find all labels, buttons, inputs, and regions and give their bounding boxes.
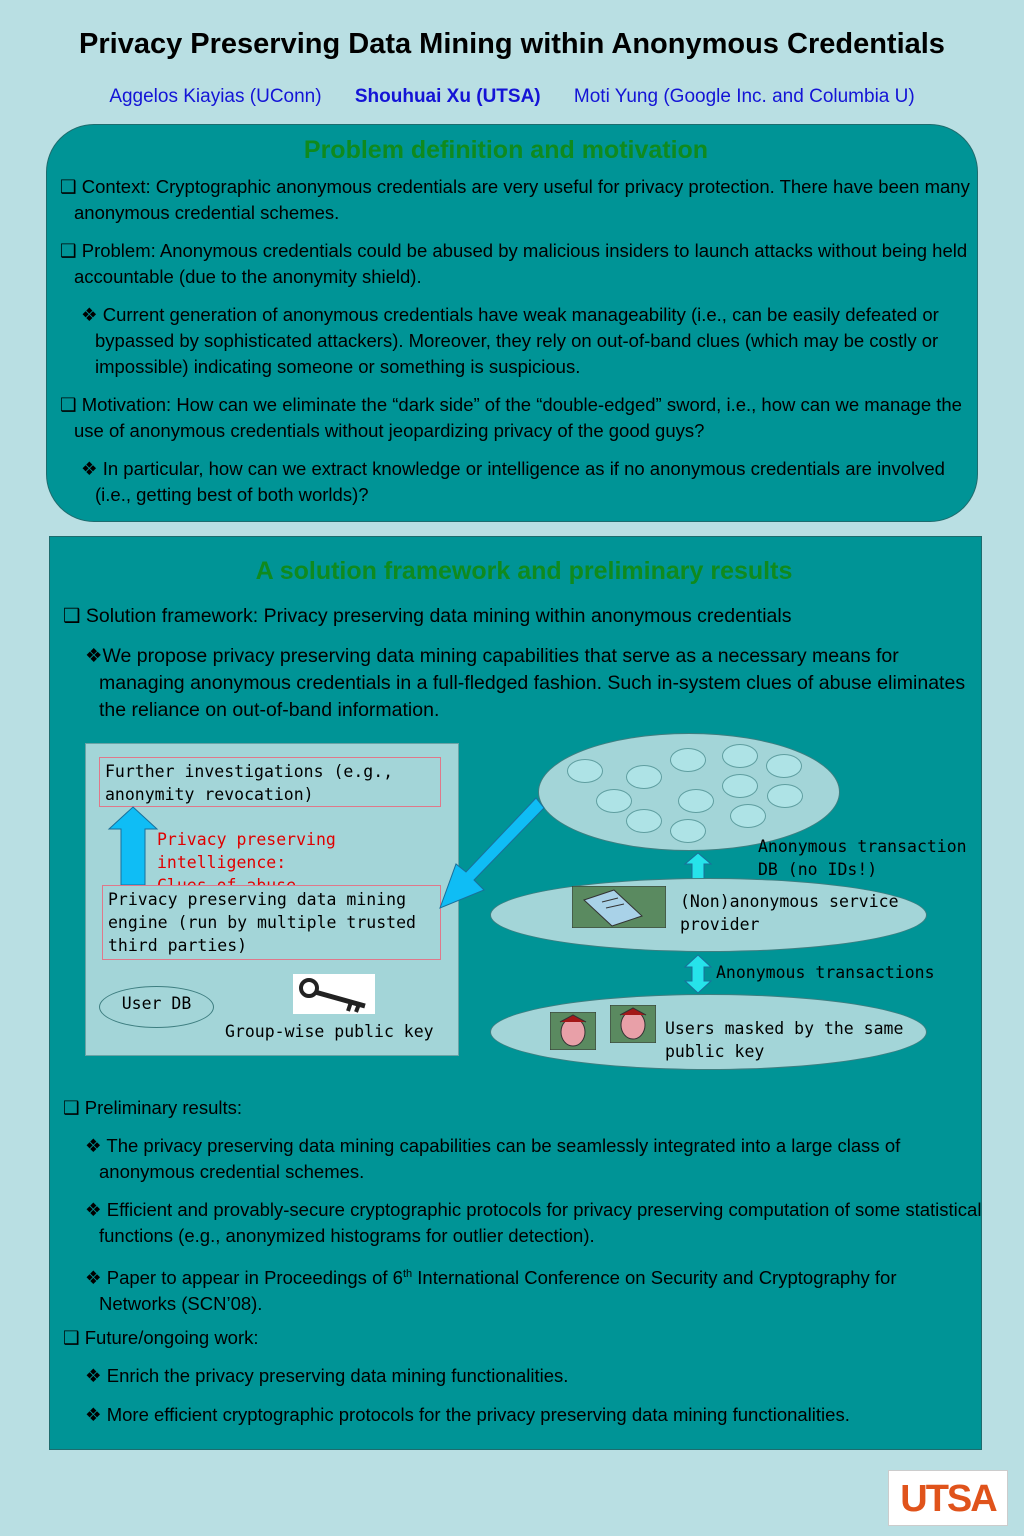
record-dot [730,804,766,828]
document-icon [572,886,666,928]
anonymous-transactions-label: Anonymous transactions [716,963,935,982]
intelligence-line-1: Privacy preserving intelligence: [157,830,336,872]
users-masked-label: Users masked by the same public key [665,1019,904,1061]
service-provider-label: (Non)anonymous service provider [680,892,899,934]
author-yung: Moti Yung (Google Inc. and Columbia U) [573,86,915,107]
further-investigations-box: Further investigations (e.g., anonymity revocation) [99,757,441,807]
particular-item: ❖ In particular, how can we extract knowledge or intelligence as if no anonymous credentials are involved (i.e., getting best of both worlds)? [81,458,945,505]
record-dot [670,819,706,843]
key-icon [293,974,375,1014]
prelim-3-end: International Conference on Security and Cryptography for Networks (SCN’08). [99,1267,897,1315]
record-dot [722,774,758,798]
record-dot [670,748,706,772]
up-arrow-icon [105,805,161,887]
prelim-item-1: ❖ The privacy preserving data mining capabilities can be seamlessly integrated into a large class of anonymous credential schemes. [85,1135,901,1182]
motivation-item: ❑ Motivation: How can we eliminate the “dark side” of the “double-edged” sword, i.e., how can we manage the use of anonymous credentials without jeopardizing privacy of the good guys? [60,394,962,441]
manageability-item: ❖ Current generation of anonymous credentials have weak manageability (i.e., can be easily defeated or bypassed by sophisticated attackers). Moreover, they rely on out-of-band clues (which may be costly or impossible) indicating someone or something is suspicious. [81,304,939,377]
record-dot [567,759,603,783]
up-arrow-small-icon [683,852,713,880]
framework-item: ❑ Solution framework: Privacy preserving data mining within anonymous credentials [63,605,792,627]
prelim-3-sup: th [402,1268,413,1280]
future-heading: ❑ Future/ongoing work: [63,1327,259,1348]
user-face-icon [550,1012,596,1050]
record-dot [722,744,758,768]
prelim-item-2: ❖ Efficient and provably-secure cryptographic protocols for privacy preserving computation of some statistical functions (e.g., anonymized histograms for outlier detection). [85,1199,982,1246]
double-arrow-icon [684,954,712,994]
record-dot [626,809,662,833]
record-dot [596,789,632,813]
proposal-item: ❖We propose privacy preserving data mining capabilities that serve as a necessary means for managing anonymous credentials in a full-fledged fashion. Such in-system clues of abuse eliminates the reliance on out-of-band information. [85,645,966,721]
anonymous-db-label: Anonymous transaction DB (no IDs!) [758,837,967,879]
prelim-heading: ❑ Preliminary results: [63,1097,243,1118]
author-xu: Shouhuai Xu (UTSA) [354,86,541,107]
prelim-item-3 [85,1261,959,1317]
utsa-logo: UTSA [888,1470,1008,1526]
user-db-ellipse: User DB [99,986,214,1028]
group-key-label: Group-wise public key [225,1022,434,1041]
author-list [0,86,1024,108]
future-item-2: ❖ More efficient cryptographic protocols for the privacy preserving data mining functionalities. [85,1404,850,1425]
record-dot [766,754,802,778]
future-item-1: ❖ Enrich the privacy preserving data mining functionalities. [85,1365,569,1386]
record-dot [767,784,803,808]
author-kiayias: Aggelos Kiayias (UConn) [109,86,322,107]
solution-heading: A solution framework and preliminary results [255,557,793,585]
prelim-3-start: ❖ Paper to appear in Proceedings of 6 [85,1267,403,1289]
poster-title: Privacy Preserving Data Mining within Anonymous Credentials [79,28,945,60]
context-item: ❑ Context: Cryptographic anonymous credentials are very useful for privacy protection. There have been many anonymous credential schemes. [60,176,970,223]
problem-heading: Problem definition and motivation [303,136,709,164]
record-dot [626,765,662,789]
mining-engine-box: Privacy preserving data mining engine (run by multiple trusted third parties) [102,885,441,960]
problem-item: ❑ Problem: Anonymous credentials could be abused by malicious insiders to launch attacks without being held accountable (due to the anonymity shield). [60,240,968,287]
record-dot [678,789,714,813]
user-face-icon [610,1005,656,1043]
